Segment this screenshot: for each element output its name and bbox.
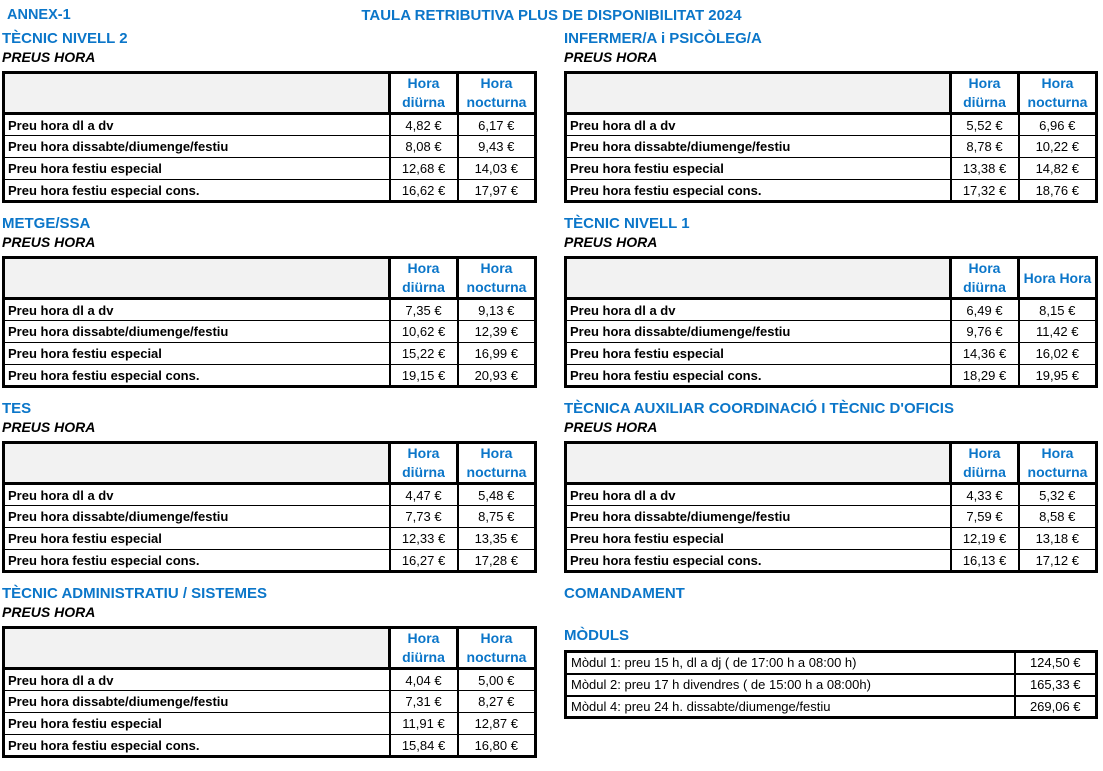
diurna-value: 7,59 € (951, 506, 1019, 528)
nocturna-value: 12,87 € (458, 713, 536, 735)
row-label: Preu hora dl a dv (4, 114, 390, 136)
nocturna-value: 16,99 € (458, 343, 536, 365)
modul-label: Mòdul 4: preu 24 h. dissabte/diumenge/festiu (566, 696, 1015, 718)
table-row (4, 321, 536, 343)
diurna-value: 4,33 € (951, 484, 1019, 506)
nocturna-value: 16,80 € (458, 735, 536, 757)
diurna-value: 10,62 € (390, 321, 458, 343)
section-tecnic-administratiu (2, 585, 537, 758)
row-label: Preu hora dl a dv (4, 299, 390, 321)
diurna-value: 17,32 € (951, 180, 1019, 202)
hora-diurna-header: Hora diürna (390, 443, 458, 484)
diurna-value: 15,84 € (390, 735, 458, 757)
table-row (4, 713, 536, 735)
table-row (4, 299, 536, 321)
hora-nocturna-header: Hora nocturna (458, 258, 536, 299)
table-row (4, 550, 536, 572)
annex-label: ANNEX-1 (7, 7, 71, 23)
modul-value: 269,06 € (1015, 696, 1097, 718)
table-row (566, 114, 1097, 136)
table-row (566, 506, 1097, 528)
nocturna-value: 14,82 € (1019, 158, 1097, 180)
preus-hora-label: PREUS HORA (2, 234, 96, 250)
hora-nocturna-header: Hora nocturna (458, 73, 536, 114)
diurna-value: 12,68 € (390, 158, 458, 180)
nocturna-value: 8,75 € (458, 506, 536, 528)
nocturna-value: 5,48 € (458, 484, 536, 506)
section-title: TÈCNIC NIVELL 1 (564, 215, 690, 232)
diurna-value: 4,82 € (390, 114, 458, 136)
diurna-value: 12,33 € (390, 528, 458, 550)
row-label: Preu hora dissabte/diumenge/festiu (4, 136, 390, 158)
diurna-value: 7,73 € (390, 506, 458, 528)
diurna-value: 8,78 € (951, 136, 1019, 158)
preus-hora-label: PREUS HORA (2, 419, 96, 435)
row-label: Preu hora dl a dv (566, 114, 951, 136)
hora-diurna-header: Hora diürna (390, 628, 458, 669)
page-header (0, 0, 1103, 30)
corner-cell (4, 258, 390, 299)
row-label: Preu hora dissabte/diumenge/festiu (566, 321, 951, 343)
table-row (4, 484, 536, 506)
section-tecnic-nivell-1 (564, 215, 1098, 388)
diurna-value: 7,31 € (390, 691, 458, 713)
diurna-value: 8,08 € (390, 136, 458, 158)
comandament-title: COMANDAMENT (564, 585, 685, 602)
preus-hora-label: PREUS HORA (564, 419, 658, 435)
hora-diurna-header: Hora diürna (951, 73, 1019, 114)
left-column (2, 30, 537, 770)
row-label: Preu hora festiu especial cons. (4, 365, 390, 387)
section-title: METGE/SSA (2, 215, 91, 232)
section-comandament (564, 585, 1098, 719)
row-label: Preu hora festiu especial cons. (4, 550, 390, 572)
row-label: Preu hora festiu especial (4, 158, 390, 180)
corner-cell (4, 73, 390, 114)
table-row (566, 136, 1097, 158)
hora-diurna-header: Hora diürna (951, 258, 1019, 299)
table-row (566, 550, 1097, 572)
preus-hora-label: PREUS HORA (2, 604, 96, 620)
diurna-value: 6,49 € (951, 299, 1019, 321)
row-label: Preu hora festiu especial cons. (4, 180, 390, 202)
diurna-value: 16,13 € (951, 550, 1019, 572)
modul-value: 124,50 € (1015, 652, 1097, 674)
nocturna-value: 13,18 € (1019, 528, 1097, 550)
diurna-value: 11,91 € (390, 713, 458, 735)
diurna-value: 4,04 € (390, 669, 458, 691)
section-title: TÈCNIC ADMINISTRATIU / SISTEMES (2, 585, 268, 602)
nocturna-value: 10,22 € (1019, 136, 1097, 158)
diurna-value: 5,52 € (951, 114, 1019, 136)
nocturna-value: 18,76 € (1019, 180, 1097, 202)
table-row (4, 180, 536, 202)
table-row (4, 365, 536, 387)
diurna-value: 15,22 € (390, 343, 458, 365)
section-metge-ssa (2, 215, 537, 388)
table-row (4, 158, 536, 180)
nocturna-value: 5,00 € (458, 669, 536, 691)
nocturna-value: 20,93 € (458, 365, 536, 387)
modul-row (566, 696, 1097, 718)
row-label: Preu hora festiu especial cons. (4, 735, 390, 757)
corner-cell (566, 258, 951, 299)
nocturna-value: 17,28 € (458, 550, 536, 572)
table-row (4, 506, 536, 528)
row-label: Preu hora festiu especial (4, 528, 390, 550)
hora-nocturna-header: Hora nocturna (1019, 443, 1097, 484)
table-row (4, 528, 536, 550)
nocturna-value: 16,02 € (1019, 343, 1097, 365)
modul-row (566, 652, 1097, 674)
table-row (4, 136, 536, 158)
table-row (566, 158, 1097, 180)
row-label: Preu hora dissabte/diumenge/festiu (566, 136, 951, 158)
table-row (566, 321, 1097, 343)
preus-hora-label: PREUS HORA (564, 234, 658, 250)
row-label: Preu hora festiu especial (566, 158, 951, 180)
nocturna-value: 8,58 € (1019, 506, 1097, 528)
section-tecnic-nivell-2 (2, 30, 537, 203)
corner-cell (566, 73, 951, 114)
corner-cell (4, 628, 390, 669)
row-label: Preu hora dissabte/diumenge/festiu (566, 506, 951, 528)
nocturna-value: 8,15 € (1019, 299, 1097, 321)
table-row (566, 299, 1097, 321)
table-header-row (566, 443, 1097, 484)
price-table (2, 441, 537, 573)
row-label: Preu hora dissabte/diumenge/festiu (4, 691, 390, 713)
price-table (2, 256, 537, 388)
row-label: Preu hora dl a dv (566, 484, 951, 506)
row-label: Preu hora dl a dv (566, 299, 951, 321)
section-title: TÈCNIC NIVELL 2 (2, 30, 128, 47)
row-label: Preu hora festiu especial (4, 343, 390, 365)
hora-nocturna-header: Hora nocturna (1019, 73, 1097, 114)
nocturna-value: 9,13 € (458, 299, 536, 321)
section-title: TES (2, 400, 32, 417)
corner-cell (4, 443, 390, 484)
nocturna-value: 12,39 € (458, 321, 536, 343)
table-header-row (566, 258, 1097, 299)
moduls-table (564, 650, 1098, 719)
diurna-value: 13,38 € (951, 158, 1019, 180)
table-row (566, 365, 1097, 387)
modul-value: 165,33 € (1015, 674, 1097, 696)
modul-label: Mòdul 1: preu 15 h, dl a dj ( de 17:00 h a 08:00 h) (566, 652, 1015, 674)
table-header-row (566, 73, 1097, 114)
hora-diurna-header: Hora diürna (390, 73, 458, 114)
right-column (564, 30, 1098, 770)
two-column-layout (0, 30, 1103, 770)
table-row (4, 343, 536, 365)
nocturna-value: 5,32 € (1019, 484, 1097, 506)
diurna-value: 9,76 € (951, 321, 1019, 343)
section-infermer-psicoleg (564, 30, 1098, 203)
table-row (566, 528, 1097, 550)
row-label: Preu hora festiu especial (566, 528, 951, 550)
hora-nocturna-header: Hora Hora (1019, 258, 1097, 299)
page-title: TAULA RETRIBUTIVA PLUS DE DISPONIBILITAT 2024 (361, 7, 742, 24)
nocturna-value: 6,17 € (458, 114, 536, 136)
hora-nocturna-header: Hora nocturna (458, 443, 536, 484)
table-header-row (4, 73, 536, 114)
table-row (4, 691, 536, 713)
diurna-value: 14,36 € (951, 343, 1019, 365)
moduls-title: MÒDULS (564, 627, 629, 644)
hora-nocturna-header: Hora nocturna (458, 628, 536, 669)
price-table (564, 256, 1098, 388)
nocturna-value: 9,43 € (458, 136, 536, 158)
section-title: TÈCNICA AUXILIAR COORDINACIÓ I TÈCNIC D'OFICIS (564, 400, 954, 417)
nocturna-value: 13,35 € (458, 528, 536, 550)
diurna-value: 4,47 € (390, 484, 458, 506)
corner-cell (566, 443, 951, 484)
row-label: Preu hora dl a dv (4, 484, 390, 506)
price-table (2, 626, 537, 758)
diurna-value: 12,19 € (951, 528, 1019, 550)
row-label: Preu hora dissabte/diumenge/festiu (4, 506, 390, 528)
nocturna-value: 14,03 € (458, 158, 536, 180)
row-label: Preu hora dl a dv (4, 669, 390, 691)
table-row (566, 343, 1097, 365)
table-header-row (4, 258, 536, 299)
price-table (564, 71, 1098, 203)
preus-hora-label: PREUS HORA (2, 49, 96, 65)
price-table (2, 71, 537, 203)
section-title: INFERMER/A i PSICÒLEG/A (564, 30, 762, 47)
table-header-row (4, 443, 536, 484)
row-label: Preu hora festiu especial cons. (566, 180, 951, 202)
nocturna-value: 8,27 € (458, 691, 536, 713)
section-tes (2, 400, 537, 573)
diurna-value: 18,29 € (951, 365, 1019, 387)
modul-row (566, 674, 1097, 696)
row-label: Preu hora festiu especial cons. (566, 365, 951, 387)
table-row (566, 180, 1097, 202)
hora-diurna-header: Hora diürna (951, 443, 1019, 484)
diurna-value: 7,35 € (390, 299, 458, 321)
hora-diurna-header: Hora diürna (390, 258, 458, 299)
modul-label: Mòdul 2: preu 17 h divendres ( de 15:00 h a 08:00h) (566, 674, 1015, 696)
nocturna-value: 19,95 € (1019, 365, 1097, 387)
nocturna-value: 17,97 € (458, 180, 536, 202)
section-tecnica-auxiliar (564, 400, 1098, 573)
table-row (4, 669, 536, 691)
table-row (566, 484, 1097, 506)
nocturna-value: 17,12 € (1019, 550, 1097, 572)
row-label: Preu hora festiu especial (4, 713, 390, 735)
nocturna-value: 11,42 € (1019, 321, 1097, 343)
price-table (564, 441, 1098, 573)
diurna-value: 16,62 € (390, 180, 458, 202)
diurna-value: 19,15 € (390, 365, 458, 387)
row-label: Preu hora festiu especial cons. (566, 550, 951, 572)
row-label: Preu hora dissabte/diumenge/festiu (4, 321, 390, 343)
diurna-value: 16,27 € (390, 550, 458, 572)
table-row (4, 114, 536, 136)
table-header-row (4, 628, 536, 669)
row-label: Preu hora festiu especial (566, 343, 951, 365)
preus-hora-label: PREUS HORA (564, 49, 658, 65)
nocturna-value: 6,96 € (1019, 114, 1097, 136)
table-row (4, 735, 536, 757)
